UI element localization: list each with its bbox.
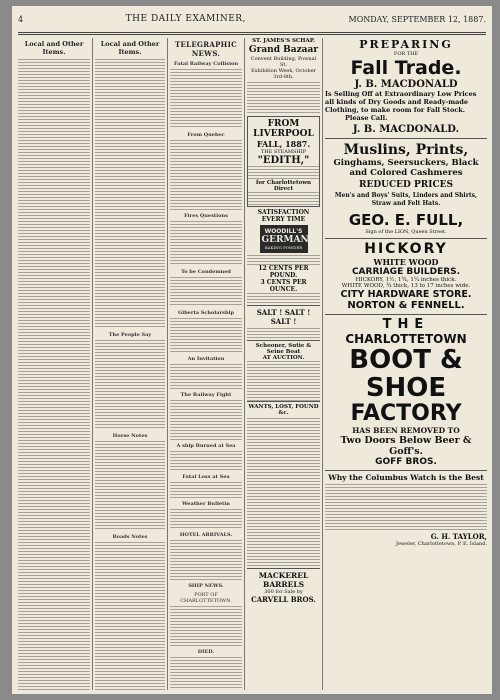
ad-text (248, 166, 319, 180)
column-rule (167, 38, 168, 690)
exhibition-line: Exhibition Week, October 3rd-8th. (251, 68, 316, 80)
ad-text (247, 293, 320, 305)
fall-trade: Fall Trade. (350, 57, 462, 79)
woodill-ad (247, 209, 320, 305)
article-text (170, 69, 242, 129)
article-text (170, 364, 242, 389)
subhead: A ship Burned at Sea (176, 443, 236, 449)
bazaar-ad (247, 38, 320, 114)
article-text (170, 400, 242, 440)
subhead: The Railway Fight (180, 392, 232, 398)
carriage-builders: CARRIAGE BUILDERS. (351, 267, 461, 277)
column-1 (18, 38, 90, 690)
subhead-roads-notes: Roads Notes (112, 534, 148, 540)
article-text (18, 59, 90, 690)
taylor-name: G. H. TAYLOR, (430, 532, 487, 541)
ship-news-subheading: PORT OF CHARLOTTETOWN. (180, 592, 232, 604)
baking-powder-can (260, 225, 308, 253)
muslins-prints: Muslins, Prints, (343, 142, 469, 158)
salt-ad (247, 305, 320, 340)
subhead: Giberta Scholarship (177, 310, 234, 316)
mackerel-sale: 300 for Sale by (264, 589, 303, 595)
german-label: GERMAN (261, 235, 309, 245)
article-text (170, 318, 242, 353)
ad-text (248, 192, 319, 206)
baking-powder-label: BAKING POWDER (264, 245, 303, 250)
mackerel-heading: MACKEREL BARRELS (258, 571, 309, 589)
subhead: An Invitation (187, 356, 225, 362)
subhead: To be Condemned (181, 269, 231, 275)
article-text (170, 482, 242, 498)
column-rule (92, 38, 93, 690)
factory-label: FACTORY (350, 401, 462, 426)
hotel-arrivals-heading: HOTEL ARRIVALS. (179, 532, 233, 538)
white-wood-thickness: WHITE WOOD, ¾ thick, 13 to 17 inches wide. (341, 283, 471, 289)
boys-suits: Men's and Boys' Suits, Linders and Shirts, Straw and Felt Hats. (334, 192, 478, 207)
full-ad (325, 138, 487, 235)
masthead (18, 8, 486, 30)
ad-text (325, 484, 487, 532)
ship-name: "EDITH," (257, 155, 310, 166)
lion-sign: Sign of the LION, Queen Street. (365, 229, 447, 235)
column-rule (322, 38, 323, 690)
subhead: Fires Questions (184, 213, 228, 219)
newspaper-title: THE DAILY EXAMINER, (125, 14, 246, 24)
boot-shoe-ad (325, 314, 487, 467)
article-text (170, 657, 242, 690)
died-heading: DIED. (197, 649, 215, 655)
city-hardware: CITY HARDWARE STORE. (340, 289, 472, 300)
article-text (170, 277, 242, 307)
satisfaction-line: SATISFACTION EVERY TIME (257, 209, 310, 223)
article-text (95, 340, 165, 430)
columbus-watch: Why the Columbus Watch is the Best (328, 473, 484, 482)
ginghams-line: Ginghams, Seersuckers, Black and Colored Cashmeres (333, 158, 479, 178)
auction-heading: AT AUCTION. (262, 355, 305, 361)
subhead: Fatal Railway Collision (174, 61, 238, 67)
subhead-horse-notes: Horse Notes (112, 433, 148, 439)
masthead-rule (18, 32, 486, 33)
liverpool-ad (247, 116, 320, 207)
steamship-label: THE STEAMSHIP (260, 149, 307, 155)
boot-label: BOOT & (349, 345, 463, 375)
article-text (170, 606, 242, 646)
macdonald-name-2: J. B. MACDONALD. (352, 124, 460, 135)
subhead-people-say: The People Say (108, 332, 152, 338)
and-white-wood: WHITE WOOD (373, 257, 439, 267)
col3-heading: TELEGRAPHIC NEWS. (174, 40, 238, 58)
selling-text: Is Selling Off at Extraordinary Low Prices all kinds of Dry Goods and Ready-made Clothing, to make room for Fall Stock. (325, 90, 477, 114)
newspaper-page (12, 6, 492, 694)
column-4 (247, 38, 320, 690)
reduced-prices: REDUCED PRICES (359, 180, 453, 190)
wants-section (247, 401, 320, 568)
from-liverpool: FROM LIVERPOOL (253, 119, 314, 139)
col2-heading: Local and Other Items. (100, 40, 160, 56)
convent-line: Convent Building, Pownal St. (250, 56, 317, 68)
classified-text (247, 418, 320, 568)
column-3 (170, 38, 242, 690)
subhead: Weather Bulletin (182, 501, 230, 507)
two-doors: Two Doors Below Beer & Goff's. (340, 435, 472, 457)
subhead: Fatal Loss at Sea (182, 474, 230, 480)
ad-text (247, 82, 320, 114)
the-label: THE (382, 317, 430, 332)
article-text (170, 221, 242, 266)
full-name: GEO. E. FULL, (348, 211, 464, 229)
column-2 (95, 38, 165, 690)
bazaar-title: Grand Bazaar (248, 45, 319, 55)
column-5 (325, 38, 487, 690)
taylor-jeweler: Jeweler, Charlottetown, P. E. Island. (396, 541, 487, 547)
article-text (95, 542, 165, 690)
direct-line: for Charlottetown Direct (256, 180, 311, 192)
hickory-heading: HICKORY (364, 241, 448, 257)
carvell-bros: CARVELL BROS. (251, 595, 316, 604)
please-call: Please Call. (345, 114, 388, 122)
article-text (170, 540, 242, 580)
norton-fennell: NORTON & FENNELL. (347, 300, 465, 311)
column-rule (244, 38, 245, 690)
article-text (95, 441, 165, 531)
mackerel-ad (247, 568, 320, 604)
schooner-heading: Schooner, Sutie & Seine Boat (255, 343, 312, 355)
macdonald-name: J. B. MACDONALD (354, 79, 458, 90)
subhead: From Quebec (187, 132, 225, 138)
preparing: PREPARING (359, 38, 453, 51)
woodills-label: WOODILL'S (264, 228, 303, 235)
ship-news-heading: SHIP NEWS. (188, 583, 224, 589)
hickory-thickness: HICKORY, 1½, 1¾, 1¼ inches thick. (355, 277, 457, 283)
charlottetown-label: CHARLOTTETOWN (345, 332, 467, 346)
ad-text (247, 328, 320, 340)
price-per-ounce: 3 CENTS PER OUNCE. (260, 279, 307, 293)
article-text (170, 140, 242, 210)
masthead-rule-2 (18, 34, 486, 35)
ad-text (247, 361, 320, 401)
removed-to: HAS BEEN REMOVED TO (352, 426, 460, 435)
issue-date: MONDAY, SEPTEMBER 12, 1887. (348, 14, 486, 24)
salt-heading: SALT ! SALT ! SALT ! (256, 308, 311, 326)
goff-bros: GOFF BROS. (375, 457, 437, 467)
for-the: FOR THE (393, 51, 419, 57)
article-text (170, 451, 242, 471)
fall-1887: FALL, 1887. (256, 139, 311, 149)
auction-ad (247, 340, 320, 401)
macdonald-ad (325, 38, 487, 135)
ad-text (247, 255, 320, 265)
shoe-label: SHOE (365, 373, 447, 403)
page-number: 4 (18, 14, 24, 24)
article-text (170, 509, 242, 529)
col1-heading: Local and Other Items. (24, 40, 84, 56)
price-per-pound: 12 CENTS PER POUND. (258, 265, 309, 279)
hickory-ad (325, 238, 487, 311)
wants-heading: WANTS, LOST, FOUND &c. (248, 404, 319, 416)
article-text (95, 59, 165, 329)
taylor-ad (325, 470, 487, 547)
church-name: ST. JAMES'S SCHAP. (252, 38, 315, 44)
